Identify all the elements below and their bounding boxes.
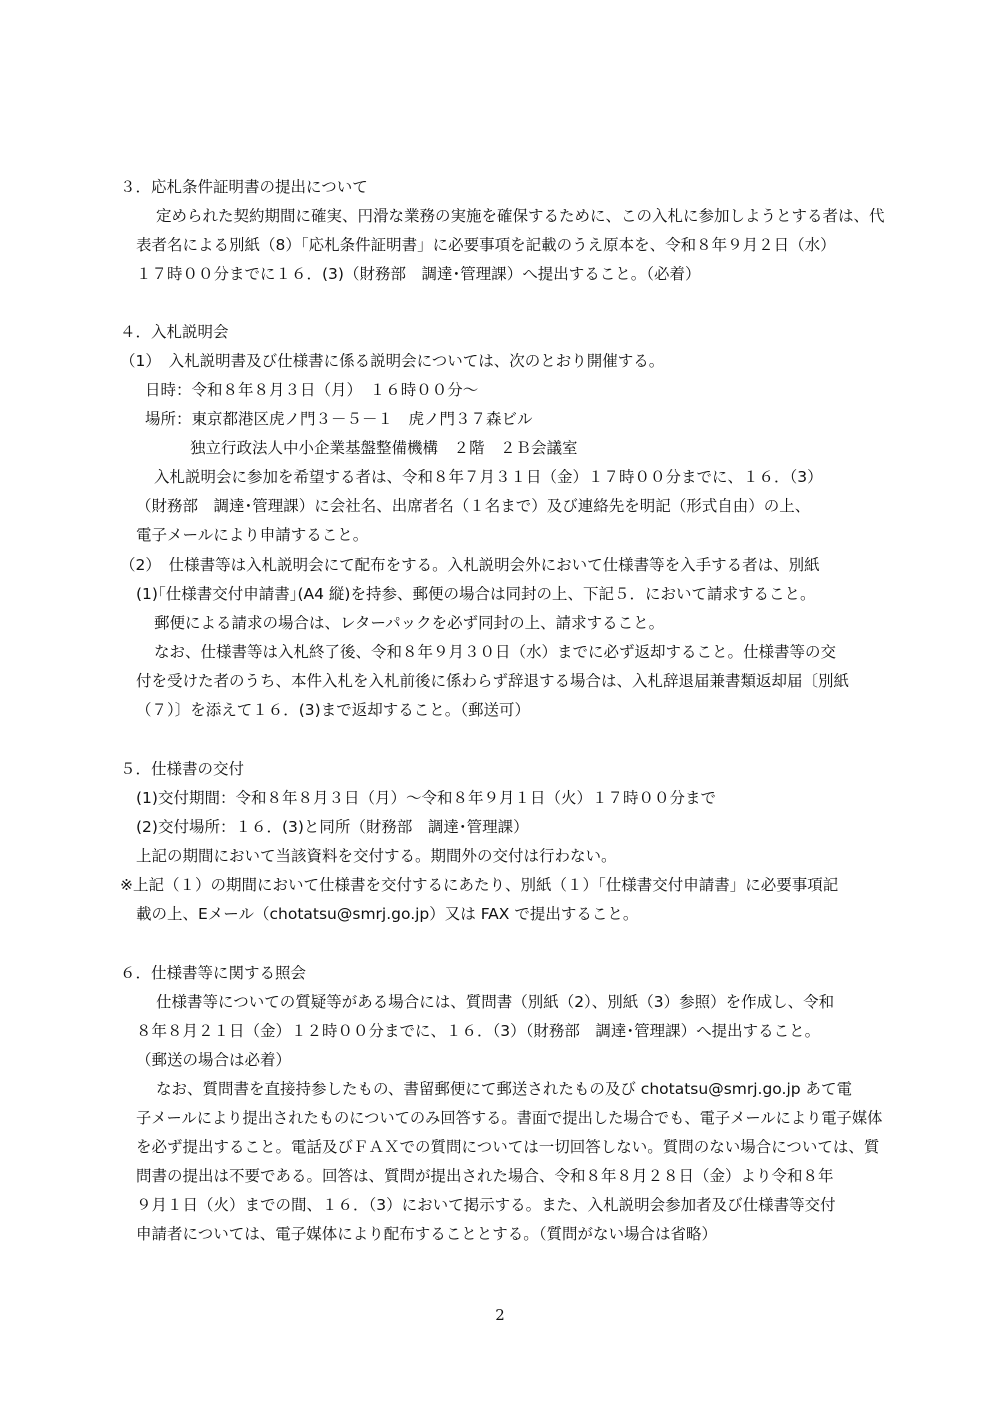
section-6-text-line: 子メールにより提出されたものについてのみ回答する。書面で提出した場合でも、電子メールにより電子媒体 — [136, 1109, 883, 1127]
section-4-item-2: （2） 仕様書等は入札説明会にて配布をする。入札説明会外において仕様書等を入手する者は、別紙 — [120, 556, 820, 574]
section-5-heading: ５．仕様書の交付 — [120, 760, 245, 778]
section-6-text-line: ８年８月２１日（金）１２時００分までに、１６．（3）（財務部 調達･管理課）へ提出すること。 — [136, 1022, 821, 1040]
section-6-text-line: ９月１日（火）までの間、１６．（3）において掲示する。また、入札説明会参加者及び仕様書等交付 — [136, 1196, 836, 1214]
page-number: 2 — [495, 1306, 505, 1324]
section-4-text-line: 電子メールにより申請すること。 — [136, 526, 369, 544]
section-4-place: 場所：東京都港区虎ノ門３－５－１ 虎ノ門３７森ビル — [145, 410, 533, 428]
section-5-text-line: 上記の期間において当該資料を交付する。期間外の交付は行わない。 — [136, 847, 617, 865]
section-4-text-line: 郵便による請求の場合は、レターパックを必ず同封の上、請求すること。 — [154, 614, 665, 632]
section-4-text-line: なお、仕様書等は入札終了後、令和８年９月３０日（水）までに必ず返却すること。仕様書等の交 — [154, 643, 837, 661]
section-4-item-1: （1） 入札説明書及び仕様書に係る説明会については、次のとおり開催する。 — [120, 352, 665, 370]
section-3-heading: ３．応札条件証明書の提出について — [120, 178, 368, 196]
section-3-text-line: １７時００分までに１６．(3)（財務部 調達･管理課）へ提出すること。（必着） — [136, 265, 701, 283]
section-4-text-line: (1)｢仕様書交付申請書｣(A4 縦)を持参、郵便の場合は同封の上、下記５．において請求すること。 — [136, 585, 816, 603]
section-5-note-line: 載の上、Eメール（chotatsu@smrj.go.jp）又は FAX で提出すること。 — [136, 905, 639, 923]
section-4-datetime: 日時：令和８年８月３日（月） １６時００分～ — [145, 381, 479, 399]
section-6-text-line: 問書の提出は不要である。回答は、質問が提出された場合、令和８年８月２８日（金）より令和８年 — [136, 1167, 834, 1185]
section-6-text-line: （郵送の場合は必着） — [136, 1051, 292, 1069]
section-6-text-line: を必ず提出すること。電話及びＦＡＸでの質問については一切回答しない。質問のない場合については、質 — [136, 1138, 880, 1156]
section-6-heading: ６．仕様書等に関する照会 — [120, 964, 307, 982]
section-4-place-detail: 独立行政法人中小企業基盤整備機構 ２階 ２Ｂ会議室 — [190, 439, 578, 457]
section-3-text-line: 表者名による別紙（8）「応札条件証明書」に必要事項を記載のうえ原本を、令和８年９月２日（水） — [136, 236, 836, 254]
section-6-text-line: なお、質問書を直接持参したもの、書留郵便にて郵送されたもの及び chotatsu@smrj.go.jp あて電 — [156, 1080, 853, 1098]
section-5-note: ※上記（１）の期間において仕様書を交付するにあたり、別紙（１）「仕様書交付申請書」に必要事項記 — [120, 876, 839, 894]
section-4-heading: ４．入札説明会 — [120, 323, 229, 341]
section-6-text-line: 仕様書等についての質疑等がある場合には、質問書（別紙（2）、別紙（3）参照）を作成し、令和 — [156, 993, 835, 1011]
section-4-text-line: （財務部 調達･管理課）に会社名、出席者名（１名まで）及び連絡先を明記（形式自由）の上、 — [136, 497, 811, 515]
section-5-period: (1)交付期間：令和８年８月３日（月）～令和８年９月１日（火）１７時００分まで — [136, 789, 716, 807]
section-4-text-line: （７）〕を添えて１６．(3)まで返却すること。（郵送可） — [136, 701, 530, 719]
section-5-place: (2)交付場所：１６．(3)と同所（財務部 調達･管理課） — [136, 818, 529, 836]
section-6-text-line: 申請者については、電子媒体により配布することとする。（質問がない場合は省略） — [136, 1225, 717, 1243]
section-4-text-line: 付を受けた者のうち、本件入札を入札前後に係わらず辞退する場合は、入札辞退届兼書類返却届〔別紙 — [136, 672, 850, 690]
section-4-text-line: 入札説明会に参加を希望する者は、令和８年７月３１日（金）１７時００分までに、１６．（3） — [154, 468, 823, 486]
section-3-text-line: 定められた契約期間に確実、円滑な業務の実施を確保するために、この入札に参加しようとする者は、代 — [156, 207, 885, 225]
